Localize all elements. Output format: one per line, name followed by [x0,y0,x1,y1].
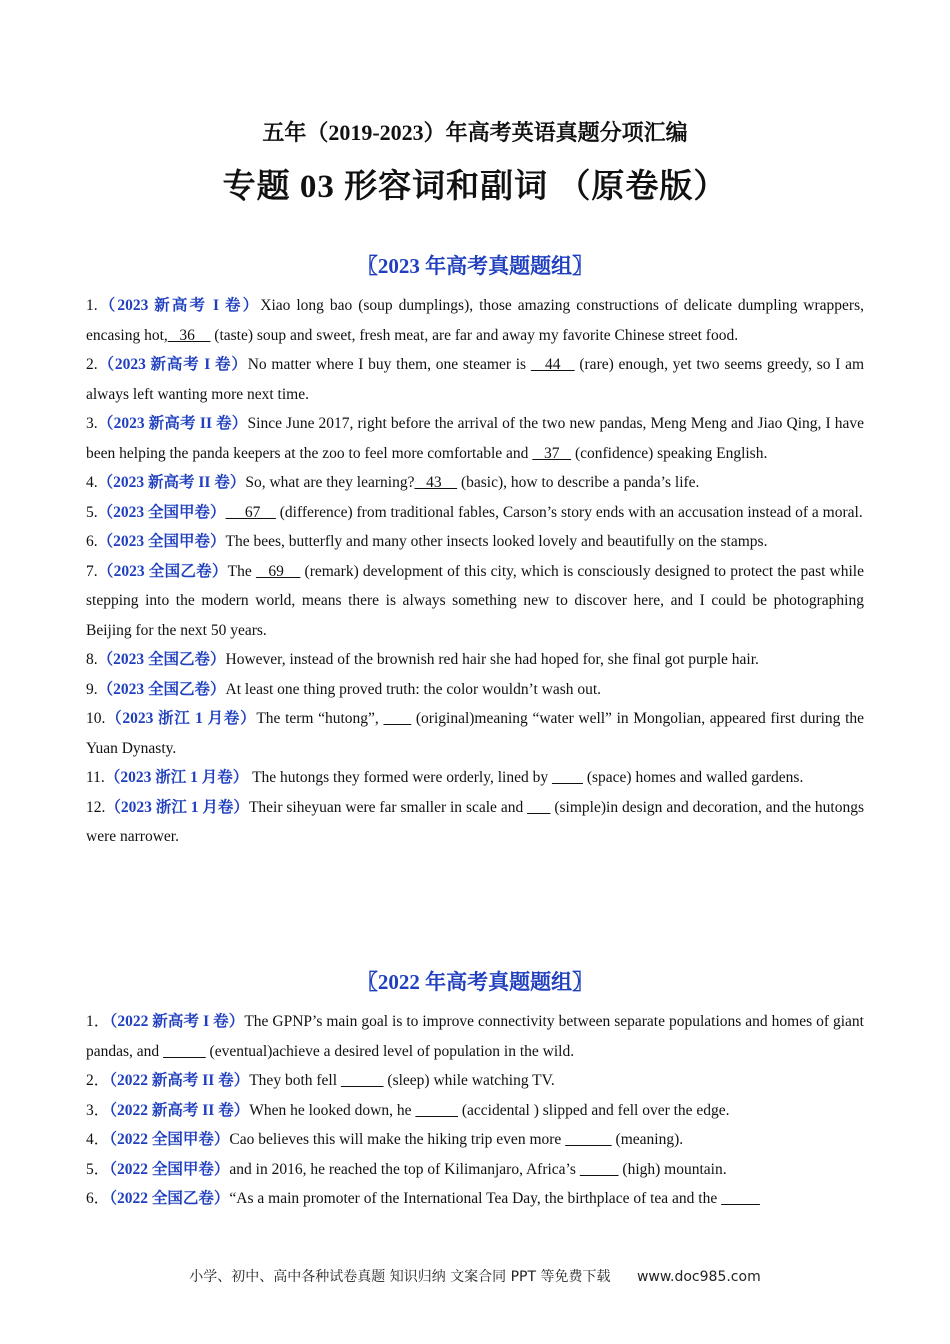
question-item [86,1184,864,1214]
question-text-after: (accidental ) slipped and fell over the edge. [458,1101,730,1119]
question-item [86,1155,864,1185]
question-text-after: (sleep) while watching TV. [383,1072,555,1089]
question-text: However, instead of the brownish red hair she had hoped for, she final got purple hair. [225,651,759,668]
answer-blank[interactable] [163,1043,206,1060]
answer-blank[interactable]: 44 [530,356,575,373]
question-list-2023 [86,291,864,852]
question-text: Xiao long bao (soup dumplings), those amazing constructions of delicate dumpling wrappers, encasing hot, [86,297,864,344]
question-item [86,1066,864,1096]
question-number: 9. [86,680,98,698]
question-source: （2023 全国乙卷） [97,651,226,668]
question-item [86,291,864,350]
question-text: and in 2016, he reached the top of Kilimanjaro, Africa’s [229,1160,580,1178]
question-item [86,1007,864,1066]
question-source: （2023 全国甲卷） [97,503,226,521]
question-text-after: (space) homes and walled gardens. [582,769,804,786]
question-source: （2022 新高考 II 卷） [109,1101,250,1119]
question-source: （2022 全国甲卷） [109,1131,230,1148]
question-text: The term “hutong”, [256,710,384,727]
question-item [86,498,864,528]
question-text-after: (rare) enough, yet two seems greedy, so I am always left wanting more next time. [86,356,865,403]
answer-blank[interactable] [565,1131,612,1148]
question-item [86,468,864,498]
question-number: 11. [86,769,105,786]
question-number: 4. [86,474,98,491]
question-text: Cao believes this will make the hiking trip even more [229,1131,566,1148]
question-text: The GPNP’s main goal is to improve connectivity between separate populations and homes of giant pandas, and [86,1013,864,1060]
answer-blank[interactable]: 43 [414,474,458,491]
question-item [86,675,864,705]
question-text: “As a main promoter of the International Tea Day, the birthplace of tea and the [229,1190,722,1207]
question-number: 2． [86,1072,110,1089]
question-number: 10. [86,710,106,727]
question-number: 4． [86,1131,110,1148]
question-number: 1． [86,1013,110,1030]
page-footer [0,1266,950,1286]
question-text: The bees, butterfly and many other insects looked lovely and beautifully on the stamps. [225,533,768,550]
question-text: No matter where I buy them, one steamer is [247,356,531,373]
question-text-after: (remark) development of this city, which is consciously designed to protect the past while stepping into the modern world, means there is always something new to discover here, and I could be photographing Beijing for the next 50 years. [86,562,864,639]
answer-blank[interactable] [341,1072,384,1089]
question-number: 8. [86,651,98,668]
question-list-2022 [86,1007,864,1214]
section-heading-2022: 〖2022 年高考真题题组〗 [356,970,594,994]
question-item [86,409,864,468]
question-text-after: (confidence) speaking English. [571,444,768,462]
question-text: So, what are they learning? [245,474,415,491]
question-text-after: (taste) soup and sweet, fresh meat, are far and away my favorite Chinese street food. [210,326,739,344]
question-item [86,763,864,793]
question-item [86,704,864,763]
question-number: 12. [86,798,106,816]
answer-blank[interactable] [415,1102,458,1119]
question-source: （2023 浙江 1 月卷） [104,769,249,786]
question-text-after: (basic), how to describe a panda’s life. [457,474,700,491]
question-source: （2023 全国乙卷） [97,562,228,580]
section-heading-2023: 〖2023 年高考真题题组〗 [356,254,594,278]
footer-text: 小学、初中、高中各种试卷真题 知识归纳 文案合同 PPT 等免费下载 [189,1269,611,1285]
footer-url[interactable]: www.doc985.com [636,1269,761,1285]
question-item [86,527,864,557]
question-text-after: (high) mountain. [618,1160,727,1178]
question-source: （2022 新高考 I 卷） [109,1013,245,1030]
question-item [86,793,864,852]
answer-blank[interactable] [580,1161,619,1178]
question-text: Since June 2017, right before the arrival of the two new pandas, Meng Meng and Jiao Qing, I have been helping the panda keepers at the zoo to feel more comfortable and [86,415,864,462]
question-source: （2022 全国甲卷） [109,1160,230,1178]
question-text: At least one thing proved truth: the color wouldn’t wash out. [225,680,602,698]
question-text: Their siheyuan were far smaller in scale and [248,798,528,816]
answer-blank[interactable]: 36 [167,326,211,344]
answer-blank[interactable] [383,710,411,727]
answer-blank[interactable]: 37 [532,444,572,462]
question-item [86,1096,864,1126]
question-source: （2023 全国甲卷） [97,533,226,550]
question-number: 7. [86,562,98,580]
question-text-after: (meaning). [611,1131,684,1148]
question-source: （2023 浙江 1 月卷） [105,798,249,816]
question-text-after: (eventual)achieve a desired level of population in the wild. [205,1042,575,1060]
page-title: 专题 03 形容词和副词 （原卷版） [222,169,728,205]
question-number: 2. [86,356,98,373]
question-item [86,350,864,409]
question-source: （2023 浙江 1 月卷） [105,710,257,727]
answer-blank[interactable] [721,1190,760,1207]
question-text-after: (simple)in design and decoration, and the hutongs were narrower. [86,798,864,845]
question-number: 3． [86,1101,110,1119]
question-number: 6． [86,1190,110,1207]
question-source: （2022 全国乙卷） [109,1190,230,1207]
question-number: 5． [86,1160,110,1178]
question-text: They both fell [249,1072,341,1089]
answer-blank[interactable]: 67 [225,503,276,521]
question-text: The [227,562,256,580]
question-source: （2023 新高考 I 卷） [97,297,261,314]
question-item [86,1125,864,1155]
page-supertitle: 五年（2019-2023）年高考英语真题分项汇编 [262,120,688,145]
question-text-after: (difference) from traditional fables, Carson’s story ends with an accusation instead of a moral. [275,503,863,521]
question-text: When he looked down, he [249,1101,416,1119]
answer-blank[interactable] [552,769,583,786]
question-text-after: (original)meaning “water well” in Mongolian, appeared first during the Yuan Dynasty. [86,710,865,757]
question-number: 5. [86,503,98,521]
question-text: The hutongs they formed were orderly, lined by [248,769,552,786]
question-number: 3. [86,415,98,432]
answer-blank[interactable] [527,799,550,816]
question-number: 6. [86,533,98,550]
question-source: （2023 新高考 I 卷） [97,356,248,373]
question-source: （2023 全国乙卷） [97,680,226,698]
question-item [86,557,864,646]
question-item [86,645,864,675]
answer-blank[interactable]: 69 [255,562,301,580]
question-number: 1. [86,297,98,314]
question-source: （2023 新高考 II 卷） [97,474,246,491]
question-source: （2023 新高考 II 卷） [97,415,248,432]
question-source: （2022 新高考 II 卷） [109,1072,250,1089]
